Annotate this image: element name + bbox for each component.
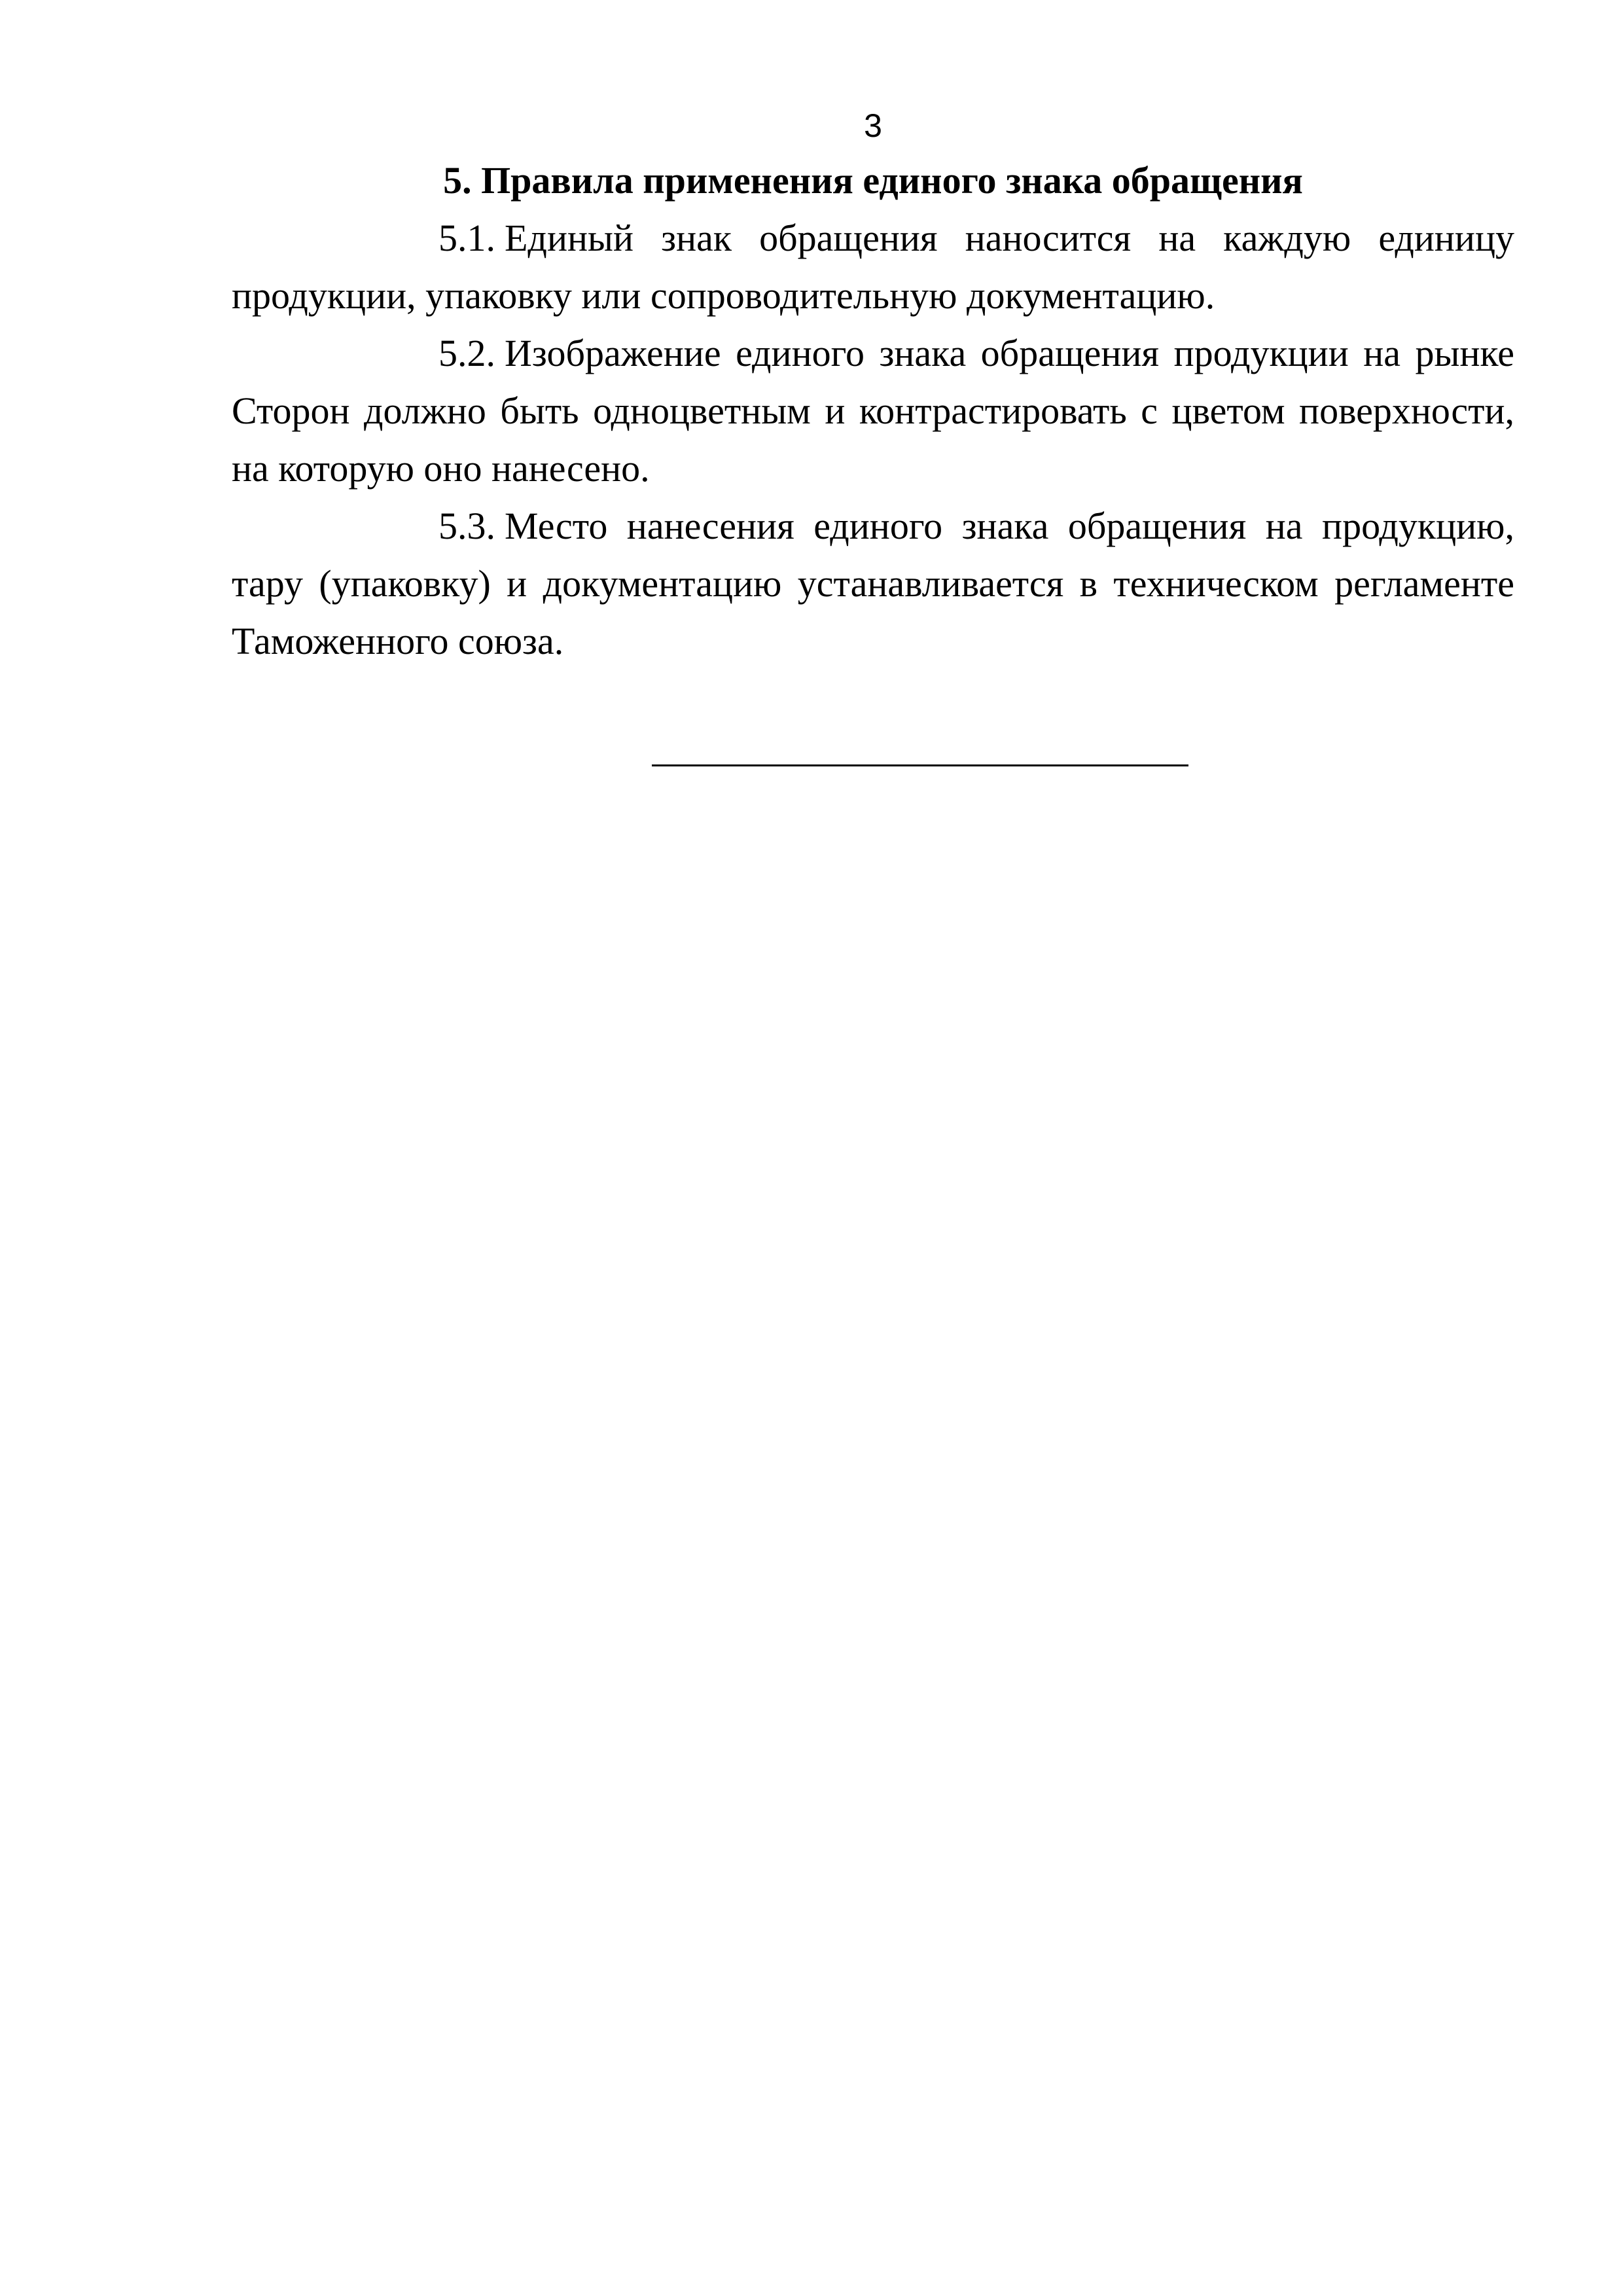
- page-number: 3: [864, 107, 882, 144]
- paragraph-number: 5.1.: [438, 217, 495, 259]
- section-title: 5. Правила применения единого знака обращения: [443, 159, 1303, 202]
- paragraph-5-1: [232, 209, 1514, 325]
- paragraph-5-2: [232, 325, 1514, 497]
- paragraph-text: Место нанесения единого знака обращения на продукцию, тару (упаковку) и документацию устанавливается в техническом регламенте Таможенного союза.: [232, 505, 1514, 662]
- paragraph-text: Единый знак обращения наносится на каждую единицу продукции, упаковку или сопроводительную документацию.: [232, 217, 1514, 317]
- paragraph-5-3: [232, 497, 1514, 670]
- paragraph-number: 5.2.: [438, 332, 495, 374]
- end-divider: [652, 764, 1188, 766]
- paragraph-text: Изображение единого знака обращения продукции на рынке Сторон должно быть одноцветным и контрастировать с цветом поверхности, на которую оно нанесено.: [232, 332, 1514, 490]
- paragraph-number: 5.3.: [438, 505, 495, 547]
- section-content: [232, 152, 1514, 670]
